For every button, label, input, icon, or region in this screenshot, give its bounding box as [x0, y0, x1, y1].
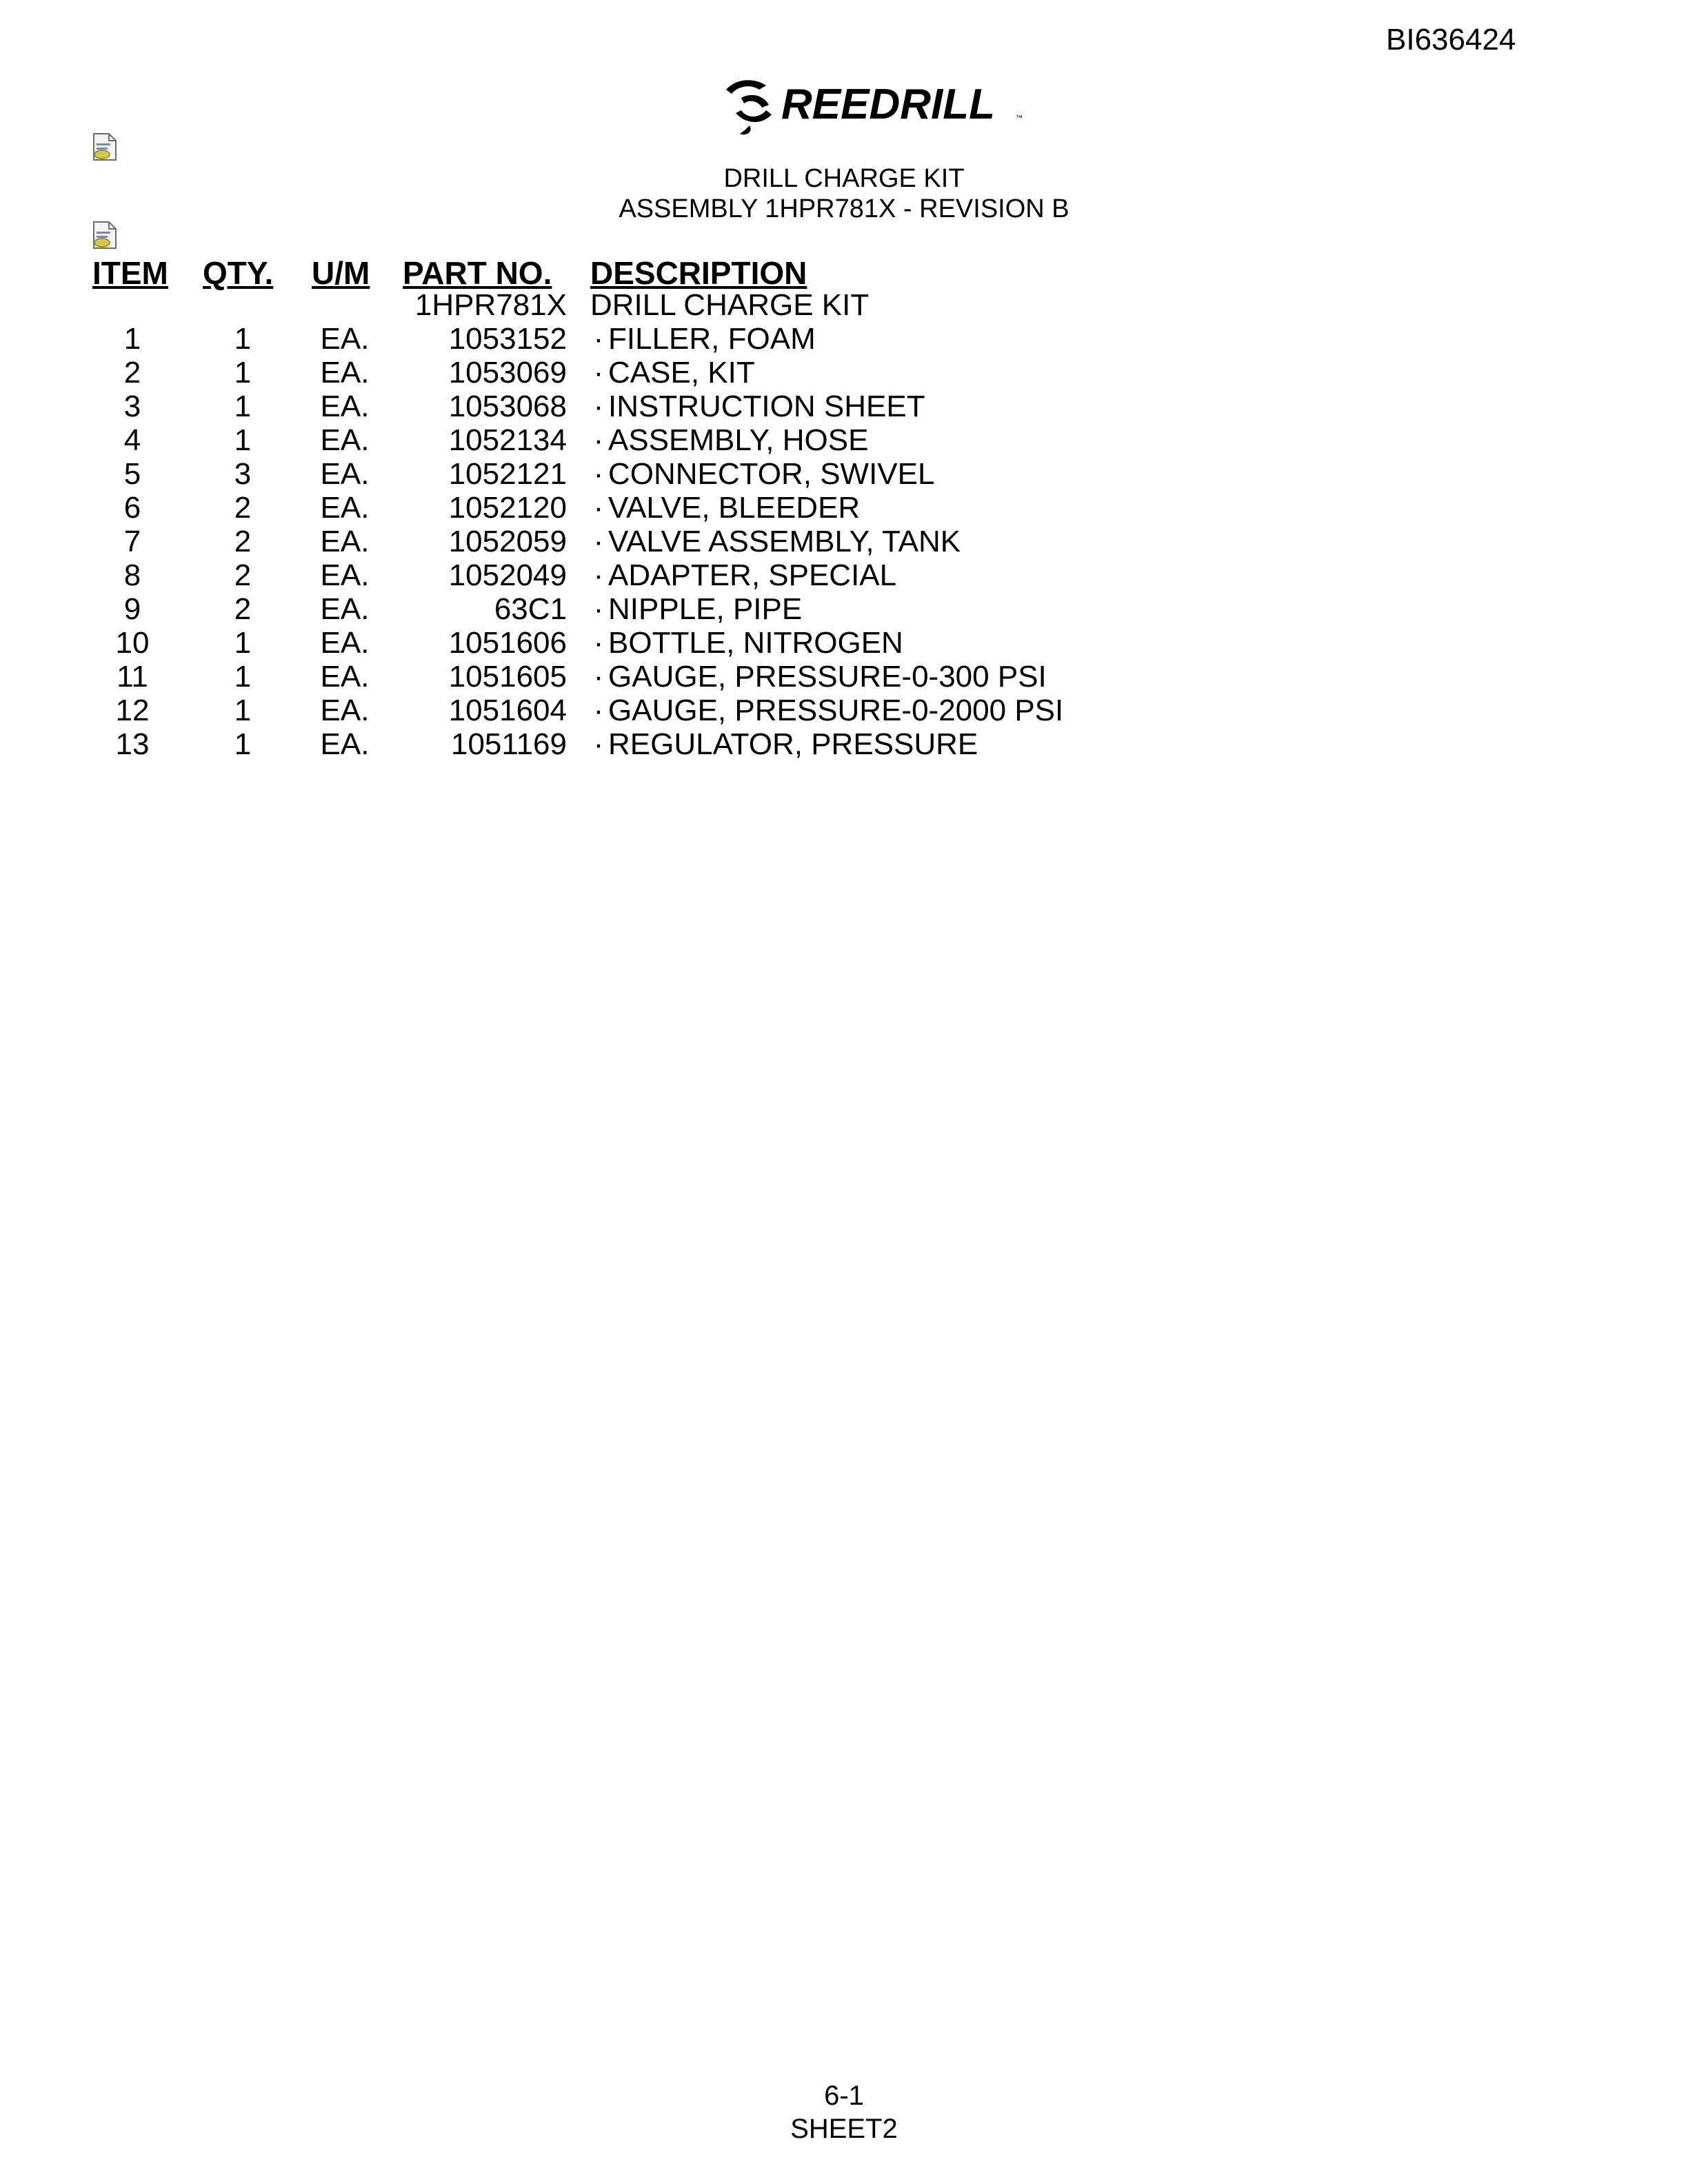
indent-bullet: ·	[593, 525, 604, 558]
unit-of-measure: EA.	[320, 491, 370, 525]
item-number: 11	[117, 660, 148, 694]
description: GAUGE, PRESSURE-0-300 PSI	[608, 660, 1047, 694]
part-no: 63C1	[494, 592, 567, 626]
quantity: 1	[234, 322, 252, 356]
indent-bullet: ·	[593, 592, 604, 626]
item-number: 3	[123, 390, 141, 423]
document-id: BI636424	[1386, 23, 1516, 57]
item-number: 5	[123, 457, 141, 491]
part-no: 1051606	[448, 626, 567, 660]
unit-of-measure: EA.	[320, 727, 370, 761]
table-row	[0, 390, 1688, 423]
unit-of-measure: EA.	[320, 558, 370, 592]
item-number: 1	[123, 322, 141, 356]
table-row	[0, 694, 1688, 727]
part-no: 1051604	[448, 694, 567, 727]
indent-bullet: ·	[593, 660, 604, 694]
part-no: 1053152	[448, 322, 567, 356]
part-no: 1052049	[448, 558, 567, 592]
indent-bullet: ·	[593, 558, 604, 592]
table-row	[0, 423, 1688, 457]
embedded-file-icon[interactable]	[91, 221, 119, 250]
indent-bullet: ·	[593, 694, 604, 727]
description: INSTRUCTION SHEET	[608, 390, 925, 423]
unit-of-measure: EA.	[320, 457, 370, 491]
quantity: 2	[234, 558, 252, 592]
description: DRILL CHARGE KIT	[590, 288, 870, 322]
description: CASE, KIT	[608, 356, 755, 390]
description: VALVE, BLEEDER	[608, 491, 861, 525]
item-number: 4	[123, 423, 141, 457]
table-row	[0, 525, 1688, 558]
unit-of-measure: EA.	[320, 390, 370, 423]
table-row	[0, 626, 1688, 660]
quantity: 3	[234, 457, 252, 491]
header-description: DESCRIPTION	[590, 255, 807, 291]
item-number: 10	[115, 626, 150, 660]
page-number: 6-1	[824, 2081, 864, 2111]
table-row	[0, 356, 1688, 390]
unit-of-measure: EA.	[320, 626, 370, 660]
description: NIPPLE, PIPE	[608, 592, 803, 626]
quantity: 2	[234, 592, 252, 626]
quantity: 1	[234, 626, 252, 660]
svg-text:™: ™	[1016, 114, 1023, 122]
table-row	[0, 727, 1688, 761]
quantity: 1	[234, 727, 252, 761]
unit-of-measure: EA.	[320, 694, 370, 727]
item-number: 6	[123, 491, 141, 525]
indent-bullet: ·	[593, 390, 604, 423]
header-part-no: PART NO.	[403, 255, 552, 291]
top-assembly-row	[0, 288, 1688, 322]
indent-bullet: ·	[593, 626, 604, 660]
table-row	[0, 491, 1688, 525]
item-number: 9	[123, 592, 141, 626]
header-item: ITEM	[92, 255, 168, 291]
table-row	[0, 660, 1688, 694]
assembly-subtitle: ASSEMBLY 1HPR781X - REVISION B	[619, 194, 1069, 223]
part-no: 1HPR781X	[414, 288, 567, 322]
logo-swirl-icon	[726, 80, 772, 134]
quantity: 1	[234, 356, 252, 390]
item-number: 8	[123, 558, 141, 592]
item-number: 7	[123, 525, 141, 558]
parts-list	[0, 288, 1688, 761]
unit-of-measure: EA.	[320, 660, 370, 694]
description: ASSEMBLY, HOSE	[608, 423, 869, 457]
quantity: 1	[234, 390, 252, 423]
item-number: 2	[123, 356, 141, 390]
table-row	[0, 558, 1688, 592]
part-no: 1053069	[448, 356, 567, 390]
description: BOTTLE, NITROGEN	[608, 626, 903, 660]
description: VALVE ASSEMBLY, TANK	[608, 525, 961, 558]
indent-bullet: ·	[593, 356, 604, 390]
header-um: U/M	[312, 255, 370, 291]
description: REGULATOR, PRESSURE	[608, 727, 978, 761]
unit-of-measure: EA.	[320, 525, 370, 558]
description: FILLER, FOAM	[608, 322, 816, 356]
part-no: 1053068	[448, 390, 567, 423]
description: ADAPTER, SPECIAL	[608, 558, 897, 592]
reedrill-logo	[721, 74, 1038, 136]
header-qty: QTY.	[203, 255, 274, 291]
indent-bullet: ·	[593, 727, 604, 761]
document-title: DRILL CHARGE KIT	[723, 164, 965, 193]
sheet-label: SHEET2	[790, 2114, 898, 2144]
unit-of-measure: EA.	[320, 592, 370, 626]
unit-of-measure: EA.	[320, 356, 370, 390]
indent-bullet: ·	[593, 491, 604, 525]
indent-bullet: ·	[593, 322, 604, 356]
description: GAUGE, PRESSURE-0-2000 PSI	[608, 694, 1064, 727]
quantity: 2	[234, 491, 252, 525]
item-number: 13	[115, 727, 150, 761]
part-no: 1051169	[450, 727, 567, 761]
part-no: 1052120	[448, 491, 567, 525]
quantity: 2	[234, 525, 252, 558]
part-no: 1052121	[448, 457, 567, 491]
logo-wordmark: REEDRILL	[781, 81, 995, 128]
indent-bullet: ·	[593, 457, 604, 491]
table-row	[0, 457, 1688, 491]
part-no: 1052134	[448, 423, 567, 457]
embedded-file-icon[interactable]	[91, 132, 119, 161]
description: CONNECTOR, SWIVEL	[608, 457, 935, 491]
table-row	[0, 592, 1688, 626]
part-no: 1051605	[448, 660, 567, 694]
part-no: 1052059	[448, 525, 567, 558]
unit-of-measure: EA.	[320, 322, 370, 356]
indent-bullet: ·	[593, 423, 604, 457]
unit-of-measure: EA.	[320, 423, 370, 457]
table-row	[0, 322, 1688, 356]
quantity: 1	[234, 694, 252, 727]
quantity: 1	[234, 660, 252, 694]
quantity: 1	[234, 423, 252, 457]
item-number: 12	[115, 694, 150, 727]
